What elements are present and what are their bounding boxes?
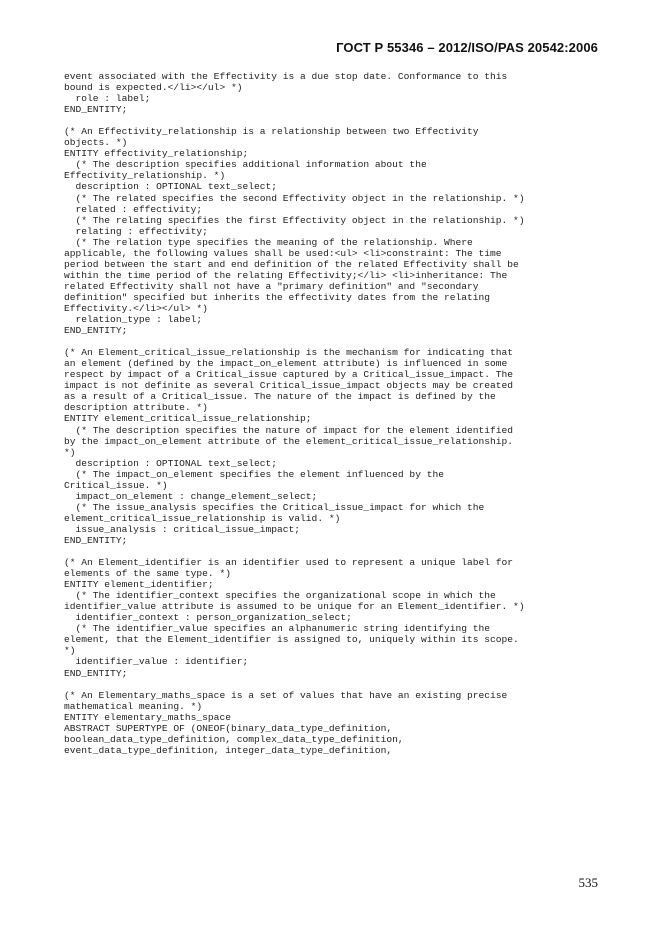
document-header: ГОСТ Р 55346 – 2012/ISO/PAS 20542:2006	[336, 40, 598, 55]
express-code-block	[64, 71, 604, 756]
code-line	[64, 546, 604, 557]
code-line: (* The description specifies the nature of impact for the element identified	[64, 424, 514, 436]
page-number: 535	[578, 875, 598, 890]
code-line: related Effectivity shall not have a "primary definition" and "secondary	[64, 280, 479, 292]
code-line: Effectivity_relationship. *)	[64, 170, 226, 182]
code-line: description : OPTIONAL text_select;	[64, 457, 278, 469]
code-line: END_ENTITY;	[64, 104, 128, 116]
code-line: by the impact_on_element attribute of the element_critical_issue_relationship.	[64, 435, 514, 447]
code-line: period between the start and end definition of the related Effectivity shall be	[64, 258, 519, 270]
code-line: (* The description specifies additional information about the	[64, 159, 427, 171]
code-line: impact_on_element : change_element_select;	[64, 490, 318, 502]
code-line: as a result of a Critical_issue. The nature of the impact is defined by the	[64, 391, 496, 403]
code-line: element_critical_issue_relationship is valid. *)	[64, 512, 341, 524]
code-line: relation_type : label;	[64, 314, 203, 326]
code-line: related : effectivity;	[64, 203, 203, 215]
code-line: ENTITY effectivity_relationship;	[64, 148, 249, 160]
code-line: impact is not definite as several Critical_issue_impact objects may be created	[64, 380, 514, 392]
code-line: elements of the same type. *)	[64, 568, 231, 580]
code-line: (* An Effectivity_relationship is a relationship between two Effectivity	[64, 126, 479, 138]
code-line: objects. *)	[64, 137, 128, 149]
code-line: (* An Element_identifier is an identifier used to represent a unique label for	[64, 557, 514, 569]
code-line: applicable, the following values shall be used:<ul> <li>constraint: The time	[64, 247, 502, 259]
code-line: an element (defined by the impact_on_element attribute) is influenced in some	[64, 358, 508, 370]
code-line: role : label;	[64, 93, 151, 105]
code-line: bound is expected.</li></ul> *)	[64, 82, 243, 94]
code-line: event_data_type_definition, integer_data_type_definition,	[64, 744, 393, 756]
code-line: within the time period of the relating Effectivity;</li> <li>inheritance: The	[64, 269, 508, 281]
code-line: ABSTRACT SUPERTYPE OF (ONEOF(binary_data_type_definition,	[64, 722, 393, 734]
code-line: description : OPTIONAL text_select;	[64, 181, 278, 193]
code-line: ENTITY elementary_maths_space	[64, 711, 231, 723]
code-line: (* An Elementary_maths_space is a set of values that have an existing precise	[64, 689, 508, 701]
code-line: END_ENTITY;	[64, 667, 128, 679]
code-line: element, that the Element_identifier is assigned to, uniquely within its scope.	[64, 634, 519, 646]
code-line: (* An Element_critical_issue_relationship is the mechanism for indicating that	[64, 347, 514, 359]
code-line	[64, 336, 604, 347]
code-line: issue_analysis : critical_issue_impact;	[64, 523, 301, 535]
code-line: (* The related specifies the second Effectivity object in the relationship. *)	[64, 192, 525, 204]
code-line: (* The impact_on_element specifies the element influenced by the	[64, 468, 444, 480]
code-line: (* The relation type specifies the meaning of the relationship. Where	[64, 236, 473, 248]
code-line: respect by impact of a Critical_issue captured by a Critical_issue_impact. The	[64, 369, 514, 381]
code-line: boolean_data_type_definition, complex_data_type_definition,	[64, 733, 404, 745]
code-line: *)	[64, 446, 76, 458]
code-line: (* The identifier_context specifies the organizational scope in which the	[64, 590, 496, 602]
code-line: Critical_issue. *)	[64, 479, 168, 491]
code-line	[64, 679, 604, 690]
code-line: definition" specified but inherits the effectivity dates from the relating	[64, 291, 491, 303]
code-line: mathematical meaning. *)	[64, 700, 203, 712]
code-line: (* The identifier_value specifies an alphanumeric string identifying the	[64, 623, 491, 635]
code-line: ENTITY element_identifier;	[64, 579, 214, 591]
code-line: END_ENTITY;	[64, 534, 128, 546]
code-line: *)	[64, 645, 76, 657]
code-line: relating : effectivity;	[64, 225, 208, 237]
code-line: (* The issue_analysis specifies the Critical_issue_impact for which the	[64, 501, 485, 513]
code-line	[64, 115, 604, 126]
code-line: Effectivity.</li></ul> *)	[64, 302, 208, 314]
code-line: event associated with the Effectivity is a due stop date. Conformance to this	[64, 71, 508, 82]
code-line: description attribute. *)	[64, 402, 208, 414]
code-line: (* The relating specifies the first Effectivity object in the relationship. *)	[64, 214, 525, 226]
code-line: identifier_value attribute is assumed to be unique for an Element_identifier. *)	[64, 601, 525, 613]
code-line: END_ENTITY;	[64, 325, 128, 337]
code-line: identifier_context : person_organization_select;	[64, 612, 352, 624]
code-line: ENTITY element_critical_issue_relationship;	[64, 413, 312, 425]
code-line: identifier_value : identifier;	[64, 656, 249, 668]
